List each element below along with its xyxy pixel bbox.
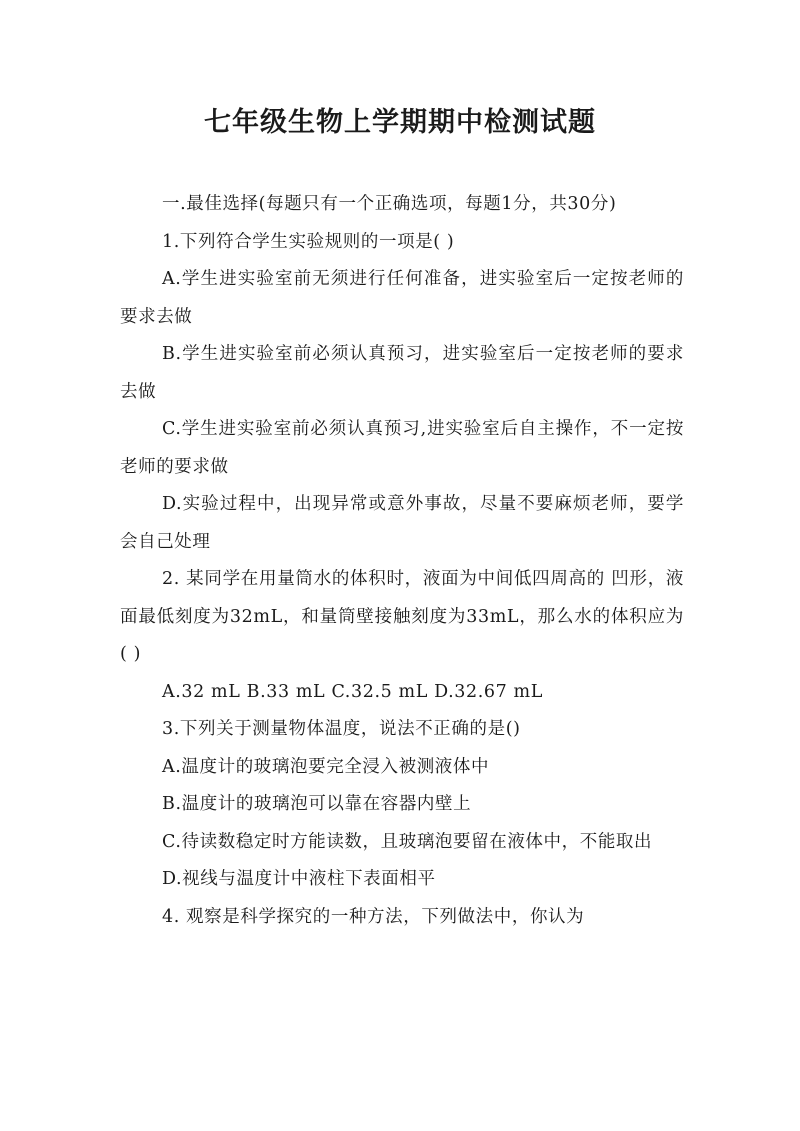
question-1-option-b: B.学生进实验室前必须认真预习，进实验室后一定按老师的要求去做 (120, 344, 684, 402)
question-2-options: A.32 mL B.33 mL C.32.5 mL D.32.67 mL (162, 681, 543, 702)
document-title: 七年级生物上学期期中检测试题 (204, 107, 596, 138)
section-heading: 一.最佳选择(每题只有一个正确选项，每题1分，共30分) (162, 194, 617, 214)
question-2: 2. 某同学在用量筒水的体积时，液面为中间低四周高的 凹形，液面最低刻度为32mL，和量筒壁接触刻度为33mL，那么水的体积应为( ) (120, 569, 684, 664)
question-3-option-c: C.待读数稳定时方能读数，且玻璃泡要留在液体中，不能取出 (162, 831, 653, 852)
question-1-option-c: C.学生进实验室前必须认真预习,进实验室后自主操作，不一定按老师的要求做 (120, 419, 684, 477)
question-1-option-d: D.实验过程中，出现异常或意外事故，尽量不要麻烦老师，要学会自己处理 (120, 494, 684, 552)
question-3: 3.下列关于测量物体温度，说法不正确的是() (162, 719, 521, 739)
question-3-option-a: A.温度计的玻璃泡要完全浸入被测液体中 (162, 756, 490, 777)
question-4: 4. 观察是科学探究的一种方法，下列做法中，你认为 (162, 906, 585, 927)
document-body (120, 186, 684, 936)
question-3-option-d: D.视线与温度计中液柱下表面相平 (162, 869, 436, 889)
question-1: 1.下列符合学生实验规则的一项是( ) (162, 231, 455, 252)
question-3-option-b: B.温度计的玻璃泡可以靠在容器内壁上 (162, 794, 472, 814)
question-1-option-a: A.学生进实验室前无须进行任何准备，进实验室后一定按老师的要求去做 (120, 269, 684, 327)
